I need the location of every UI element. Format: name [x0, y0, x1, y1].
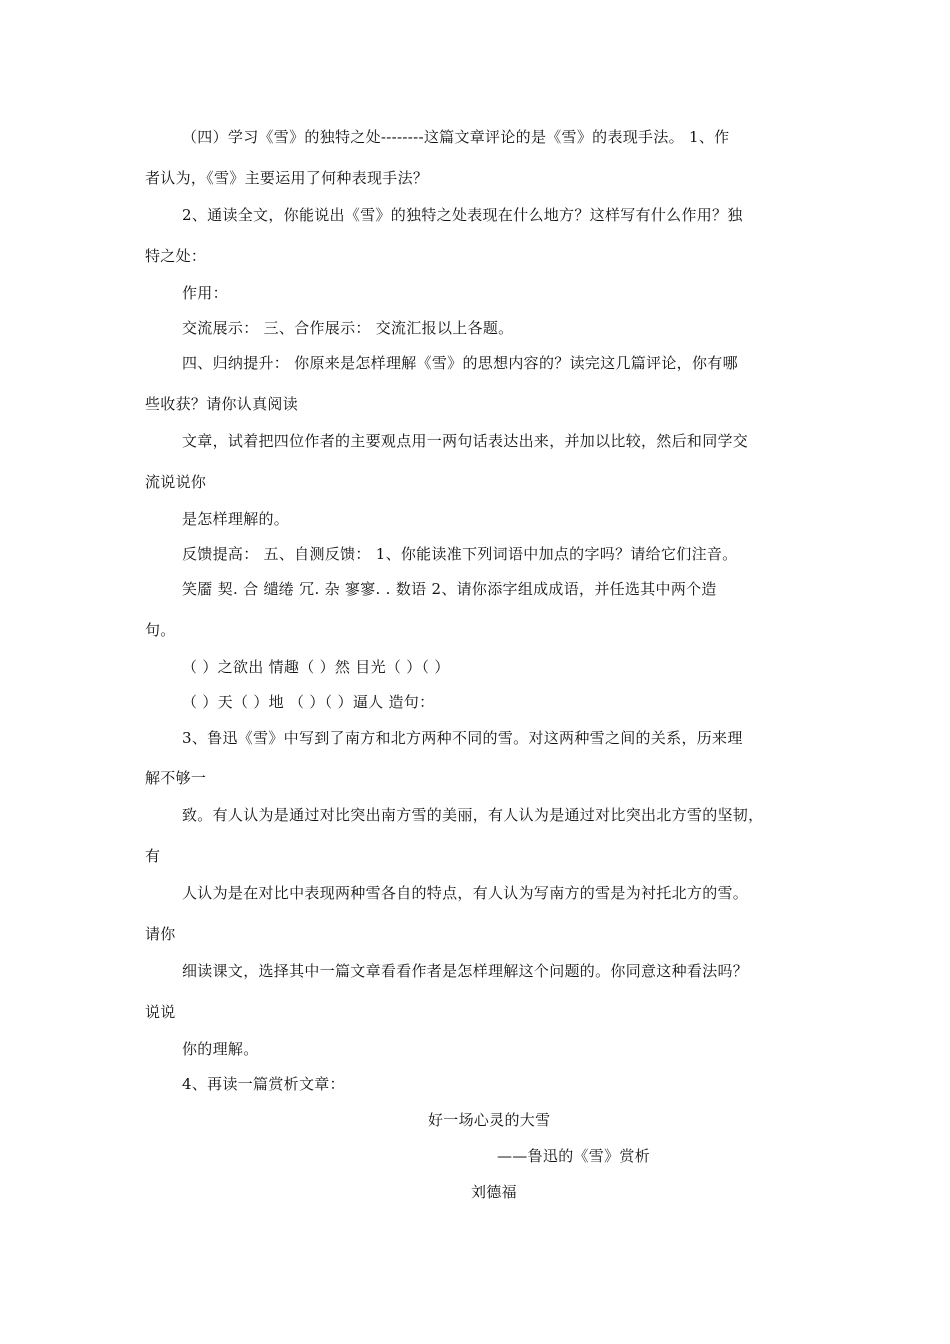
article-author: 刘德福	[471, 1183, 517, 1201]
paragraph-line: （ ）天（ ）地 （ ）（ ）逼人 造句：	[182, 693, 435, 711]
paragraph-line: （ ）之欲出 情趣（ ）然 目光（ ）（ ）	[182, 658, 450, 676]
paragraph-line: （四）学习《雪》的独特之处--------这篇文章评论的是《雪》的表现手法。 1、作	[182, 128, 730, 146]
paragraph-line: 4、再读一篇赏析文章：	[182, 1075, 345, 1093]
article-subtitle: ——鲁迅的《雪》赏析	[497, 1147, 651, 1165]
paragraph-line: 句。	[145, 621, 176, 639]
paragraph-line: 3、鲁迅《雪》中写到了南方和北方两种不同的雪。对这两种雪之间的关系，历来理	[182, 729, 743, 747]
paragraph-line: 致。有人认为是通过对比突出南方雪的美丽，有人认为是通过对比突出北方雪的坚韧，	[182, 806, 764, 824]
paragraph-line: 人认为是在对比中表现两种雪各自的特点，有人认为写南方的雪是为衬托北方的雪。	[182, 884, 749, 902]
paragraph-line: 请你	[145, 925, 176, 943]
paragraph-line: 细读课文，选择其中一篇文章看看作者是怎样理解这个问题的。你同意这种看法吗？	[182, 962, 749, 980]
paragraph-line: 流说说你	[145, 473, 207, 491]
paragraph-line: 四、归纳提升： 你原来是怎样理解《雪》的思想内容的？读完这几篇评论，你有哪	[182, 354, 738, 372]
paragraph-line: 作用：	[182, 284, 228, 302]
paragraph-line: 文章，试着把四位作者的主要观点用一两句话表达出来，并加以比较，然后和同学交	[182, 432, 749, 450]
paragraph-line: 是怎样理解的。	[182, 510, 290, 528]
paragraph-line: 特之处：	[145, 247, 207, 265]
paragraph-line: 笑靥 契. 合 缱绻 冗. 杂 寥寥. . 数语 2、请你添字组成成语，并任选其中两个造	[182, 580, 717, 598]
paragraph-line: 说说	[145, 1003, 176, 1021]
paragraph-line: 有	[145, 847, 161, 865]
paragraph-line: 你的理解。	[182, 1040, 259, 1058]
paragraph-line: 者认为，《雪》主要运用了何种表现手法？	[145, 169, 429, 187]
paragraph-line: 2、通读全文，你能说出《雪》的独特之处表现在什么地方？这样写有什么作用？独	[182, 206, 743, 224]
article-title: 好一场心灵的大雪	[428, 1111, 551, 1129]
paragraph-line: 解不够一	[145, 769, 207, 787]
paragraph-line: 反馈提高： 五、自测反馈： 1、你能读准下列词语中加点的字吗？请给它们注音。	[182, 545, 738, 563]
paragraph-line: 些收获？请你认真阅读	[145, 395, 299, 413]
paragraph-line: 交流展示： 三、合作展示： 交流汇报以上各题。	[182, 319, 514, 337]
